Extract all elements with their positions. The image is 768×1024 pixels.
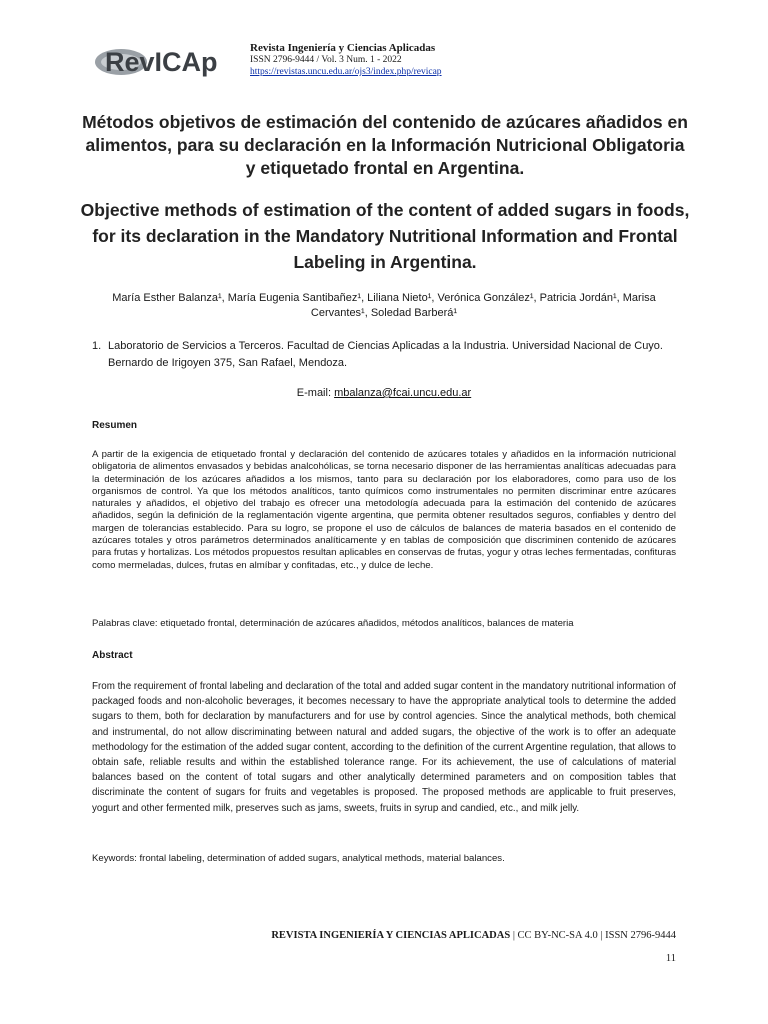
page-footer — [92, 930, 676, 941]
page-number: 11 — [665, 953, 676, 964]
journal-info — [250, 42, 442, 78]
resumen-body: A partir de la exigencia de etiquetado frontal y declaración del contenido de azúcares totales y añadidos en la información nutricional obligatoria de alimentos envasados y bebidas analcohólicas, se torna necesario disponer de las herramientas analíticas adecuadas para la determinación de los azúcares añadidos a los mismos, tanto para su declaración por los elaboradores, como para uso de los organismos de control. Ya que los métodos analíticos, tanto químicos como instrumentales no permiten discriminar entre azúcares naturales y añadidos, el objetivo del trabajo es ofrecer una metodología adecuada para la estimación del contenido de azúcares añadidos, según la definición de la reglamentación vigente argentina, que permita obtener resultados seguros, confiables y dentro del margen de tolerancias establecido. Para su logro, se propone el uso de cálculos de balances de materia basados en el contenido de azúcares totales y otros parámetros determinados analíticamente y en tablas de composición que discriminen contenido de azúcares para frutas y hortalizas. Los métodos propuestos resultan aplicables en conservas de frutas, yogur y otras leches fermentadas, confituras como mermeladas, dulces, frutas en almíbar y confitadas, etc., y dulce de leche. — [92, 449, 676, 571]
resumen-keywords: Palabras clave: etiquetado frontal, determinación de azúcares añadidos, métodos analíticos, balances de materia — [92, 618, 574, 629]
abstract-keywords: Keywords: frontal labeling, determination of added sugars, analytical methods, material balances. — [92, 853, 505, 864]
footer-license: | CC BY-NC-SA 4.0 | ISSN 2796-9444 — [510, 930, 676, 941]
title-english: Objective methods of estimation of the content of added sugars in foods, for its declaration in the Mandatory Nutritional Information and Frontal Labeling in Argentina. — [80, 200, 690, 272]
resumen-heading: Resumen — [92, 420, 138, 431]
footer-journal: REVISTA INGENIERÍA Y CIENCIAS APLICADAS — [271, 930, 511, 941]
email-link[interactable]: mbalanza@fcai.uncu.edu.ar — [334, 387, 472, 399]
authors-list: María Esther Balanza¹, María Eugenia Santibañez¹, Liliana Nieto¹, Verónica González¹, Patricia Jordán¹, Marisa Cervantes¹, Soledad Barberá¹ — [112, 292, 656, 319]
abstract-heading: Abstract — [92, 650, 133, 661]
affiliation-number: 1. — [92, 340, 102, 352]
email-label: E-mail: — [296, 387, 335, 399]
title-spanish: Métodos objetivos de estimación del contenido de azúcares añadidos en alimentos, para su declaración en la Información Nutricional Obligatoria y etiquetado frontal en Argentina. — [82, 112, 688, 178]
journal-header — [95, 40, 695, 80]
affiliation-text: Laboratorio de Servicios a Terceros. Facultad de Ciencias Aplicadas a la Industria. Universidad Nacional de Cuyo. Bernardo de Irigoyen 375, San Rafael, Mendoza. — [108, 340, 663, 369]
logo-text: RevICAp — [105, 47, 218, 77]
revicap-logo — [95, 44, 237, 78]
journal-name: Revista Ingeniería y Ciencias Aplicadas — [250, 42, 436, 54]
abstract-body: From the requirement of frontal labeling and declaration of the total and added sugar content in the mandatory nutritional information of packaged foods and non-alcoholic beverages, it becomes necessary to have the appropriate analytical tools to determine the added sugars to them, both for declaration by manufacturers and for use by control agencies. Since the analytical methods, both chemical and instrumental, do not allow discriminating between natural and added sugars, the objective of the work is to offer an adequate methodology for the estimation of the added sugar content, according to the definition of the current Argentine regulation, that allows to obtain safe, reliable results and within the established tolerance range. For its achievement, the use of calculations of material balances based on the content of total sugars and other analytically determined parameters and on composition tables that discriminate the content of sugars for fruits and vegetables is proposed. The proposed methods are applicable to fruit preserves, yogurt and other fermented milk, preserves such as jams, sweets, fruits in syrup and candied, etc., and milk jelly. — [92, 681, 676, 814]
journal-issn: ISSN 2796-9444 / Vol. 3 Num. 1 - 2022 — [250, 55, 402, 65]
contact-email — [92, 387, 676, 399]
affiliation — [92, 338, 676, 372]
journal-url-link[interactable]: https://revistas.uncu.edu.ar/ojs3/index.php/revicap — [250, 67, 442, 77]
